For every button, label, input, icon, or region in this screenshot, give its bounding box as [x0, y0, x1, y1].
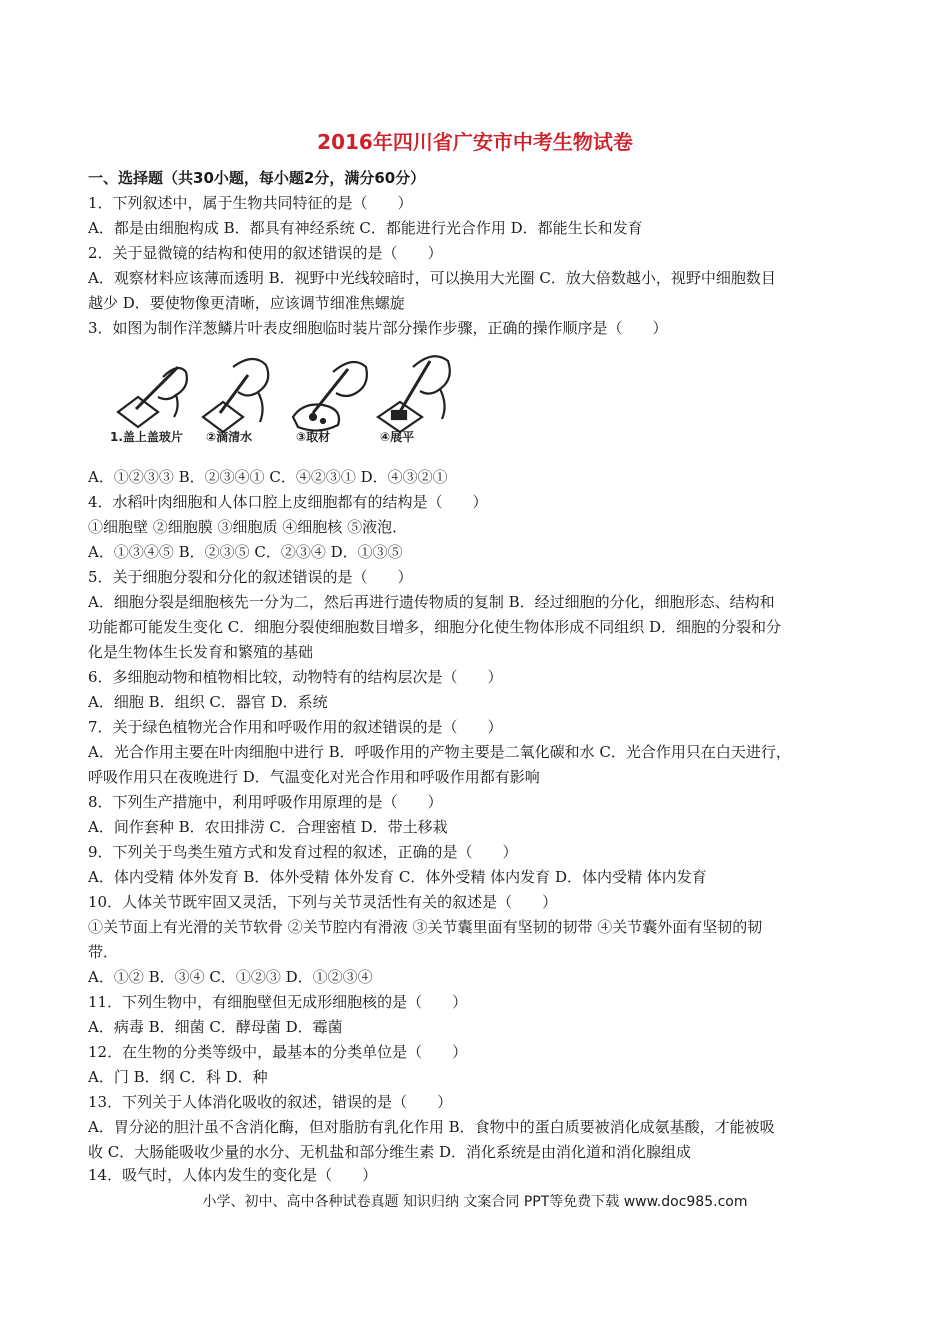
question-line: 2．关于显微镜的结构和使用的叙述错误的是（ ）	[88, 244, 443, 262]
step-cover-slip-illustration	[118, 367, 187, 427]
answer-line: A．细胞 B．组织 C．器官 D．系统	[88, 693, 328, 711]
question-line: 14．吸气时，人体内发生的变化是（ ）	[88, 1166, 378, 1184]
step-take-material-illustration	[293, 362, 367, 431]
figure-caption: ④展平	[380, 430, 415, 443]
step-spread-flat-illustration	[378, 356, 450, 432]
answer-line: A．①② B．③④ C．①②③ D．①②③④	[88, 968, 373, 986]
answer-line: A．观察材料应该薄而透明 B．视野中光线较暗时，可以换用大光圈 C．放大倍数越小，视野中细胞数目	[88, 269, 776, 287]
answer-line: A．①②③③ B．②③④① C．④②③① D．④③②①	[88, 468, 448, 486]
answer-line: 带．	[88, 943, 119, 961]
question-line: 3．如图为制作洋葱鳞片叶表皮细胞临时装片部分操作步骤，正确的操作顺序是（ ）	[88, 319, 668, 337]
answer-line: A．间作套种 B．农田排涝 C．合理密植 D．带土移栽	[88, 818, 448, 836]
answer-line: A．光合作用主要在叶肉细胞中进行 B．呼吸作用的产物主要是二氧化碳和水 C．光合作用只在白天进行，	[88, 743, 791, 761]
answer-line: 收 C．大肠能吸收少量的水分、无机盐和部分维生素 D．消化系统是由消化道和消化腺组成	[88, 1143, 692, 1161]
figure-caption: ③取材	[296, 430, 331, 443]
question-line: 10．人体关节既牢固又灵活，下列与关节灵活性有关的叙述是（ ）	[88, 893, 558, 911]
question-line: 13．下列关于人体消化吸收的叙述，错误的是（ ）	[88, 1093, 453, 1111]
question-line: 5．关于细胞分裂和分化的叙述错误的是（ ）	[88, 568, 413, 586]
answer-line: A．①③④⑤ B．②③⑤ C．②③④ D．①③⑤	[88, 543, 403, 561]
question-line: 9．下列关于鸟类生殖方式和发育过程的叙述，正确的是（ ）	[88, 843, 518, 861]
answer-line: 越少 D．要使物像更清晰，应该调节细准焦螺旋	[88, 294, 405, 312]
step-drip-water-illustration	[203, 359, 268, 432]
answer-line: ①细胞壁 ②细胞膜 ③细胞质 ④细胞核 ⑤液泡．	[88, 518, 408, 536]
slide-preparation-figure	[108, 347, 460, 443]
question-line: 12．在生物的分类等级中，最基本的分类单位是（ ）	[88, 1043, 468, 1061]
question-line: 7．关于绿色植物光合作用和呼吸作用的叙述错误的是（ ）	[88, 718, 503, 736]
question-line: 8．下列生产措施中，利用呼吸作用原理的是（ ）	[88, 793, 443, 811]
figure-caption: ②滴清水	[206, 430, 253, 443]
footer-text: 小学、初中、高中各种试卷真题 知识归纳 文案合同 PPT等免费下载 www.doc985.com	[202, 1194, 748, 1210]
answer-line: 呼吸作用只在夜晚进行 D．气温变化对光合作用和呼吸作用都有影响	[88, 768, 540, 786]
section-heading: 一、选择题（共30小题，每小题2分，满分60分）	[88, 169, 426, 187]
answer-line: A．体内受精 体外发育 B．体外受精 体外发育 C．体外受精 体内发育 D．体内受精 体内发育	[88, 868, 707, 886]
figure-caption: 1.盖上盖玻片	[110, 430, 183, 443]
answer-line: 功能都可能发生变化 C．细胞分裂使细胞数目增多，细胞分化使生物体形成不同组织 D．细胞的分裂和分	[88, 618, 782, 636]
answer-line: A．胃分泌的胆汁虽不含消化酶，但对脂肪有乳化作用 B．食物中的蛋白质要被消化成氨基酸，才能被吸	[88, 1118, 775, 1136]
question-line: 4．水稻叶肉细胞和人体口腔上皮细胞都有的结构是（ ）	[88, 493, 488, 511]
question-line: 6．多细胞动物和植物相比较，动物特有的结构层次是（ ）	[88, 668, 503, 686]
answer-line: ①关节面上有光滑的关节软骨 ②关节腔内有滑液 ③关节囊里面有坚韧的韧带 ④关节囊外面有坚韧的韧	[88, 918, 763, 936]
answer-line: A．都是由细胞构成 B．都具有神经系统 C．都能进行光合作用 D．都能生长和发育	[88, 219, 643, 237]
answer-line: A．细胞分裂是细胞核先一分为二，然后再进行遗传物质的复制 B．经过细胞的分化，细胞形态、结构和	[88, 593, 775, 611]
answer-line: A．病毒 B．细菌 C．酵母菌 D．霉菌	[88, 1018, 343, 1036]
answer-line: 化是生物体生长发育和繁殖的基础	[88, 643, 314, 661]
page-title: 2016年四川省广安市中考生物试卷	[317, 130, 633, 154]
question-line: 11．下列生物中，有细胞壁但无成形细胞核的是（ ）	[88, 993, 468, 1011]
question-line: 1．下列叙述中，属于生物共同特征的是（ ）	[88, 194, 413, 212]
answer-line: A．门 B．纲 C．科 D．种	[88, 1068, 268, 1086]
